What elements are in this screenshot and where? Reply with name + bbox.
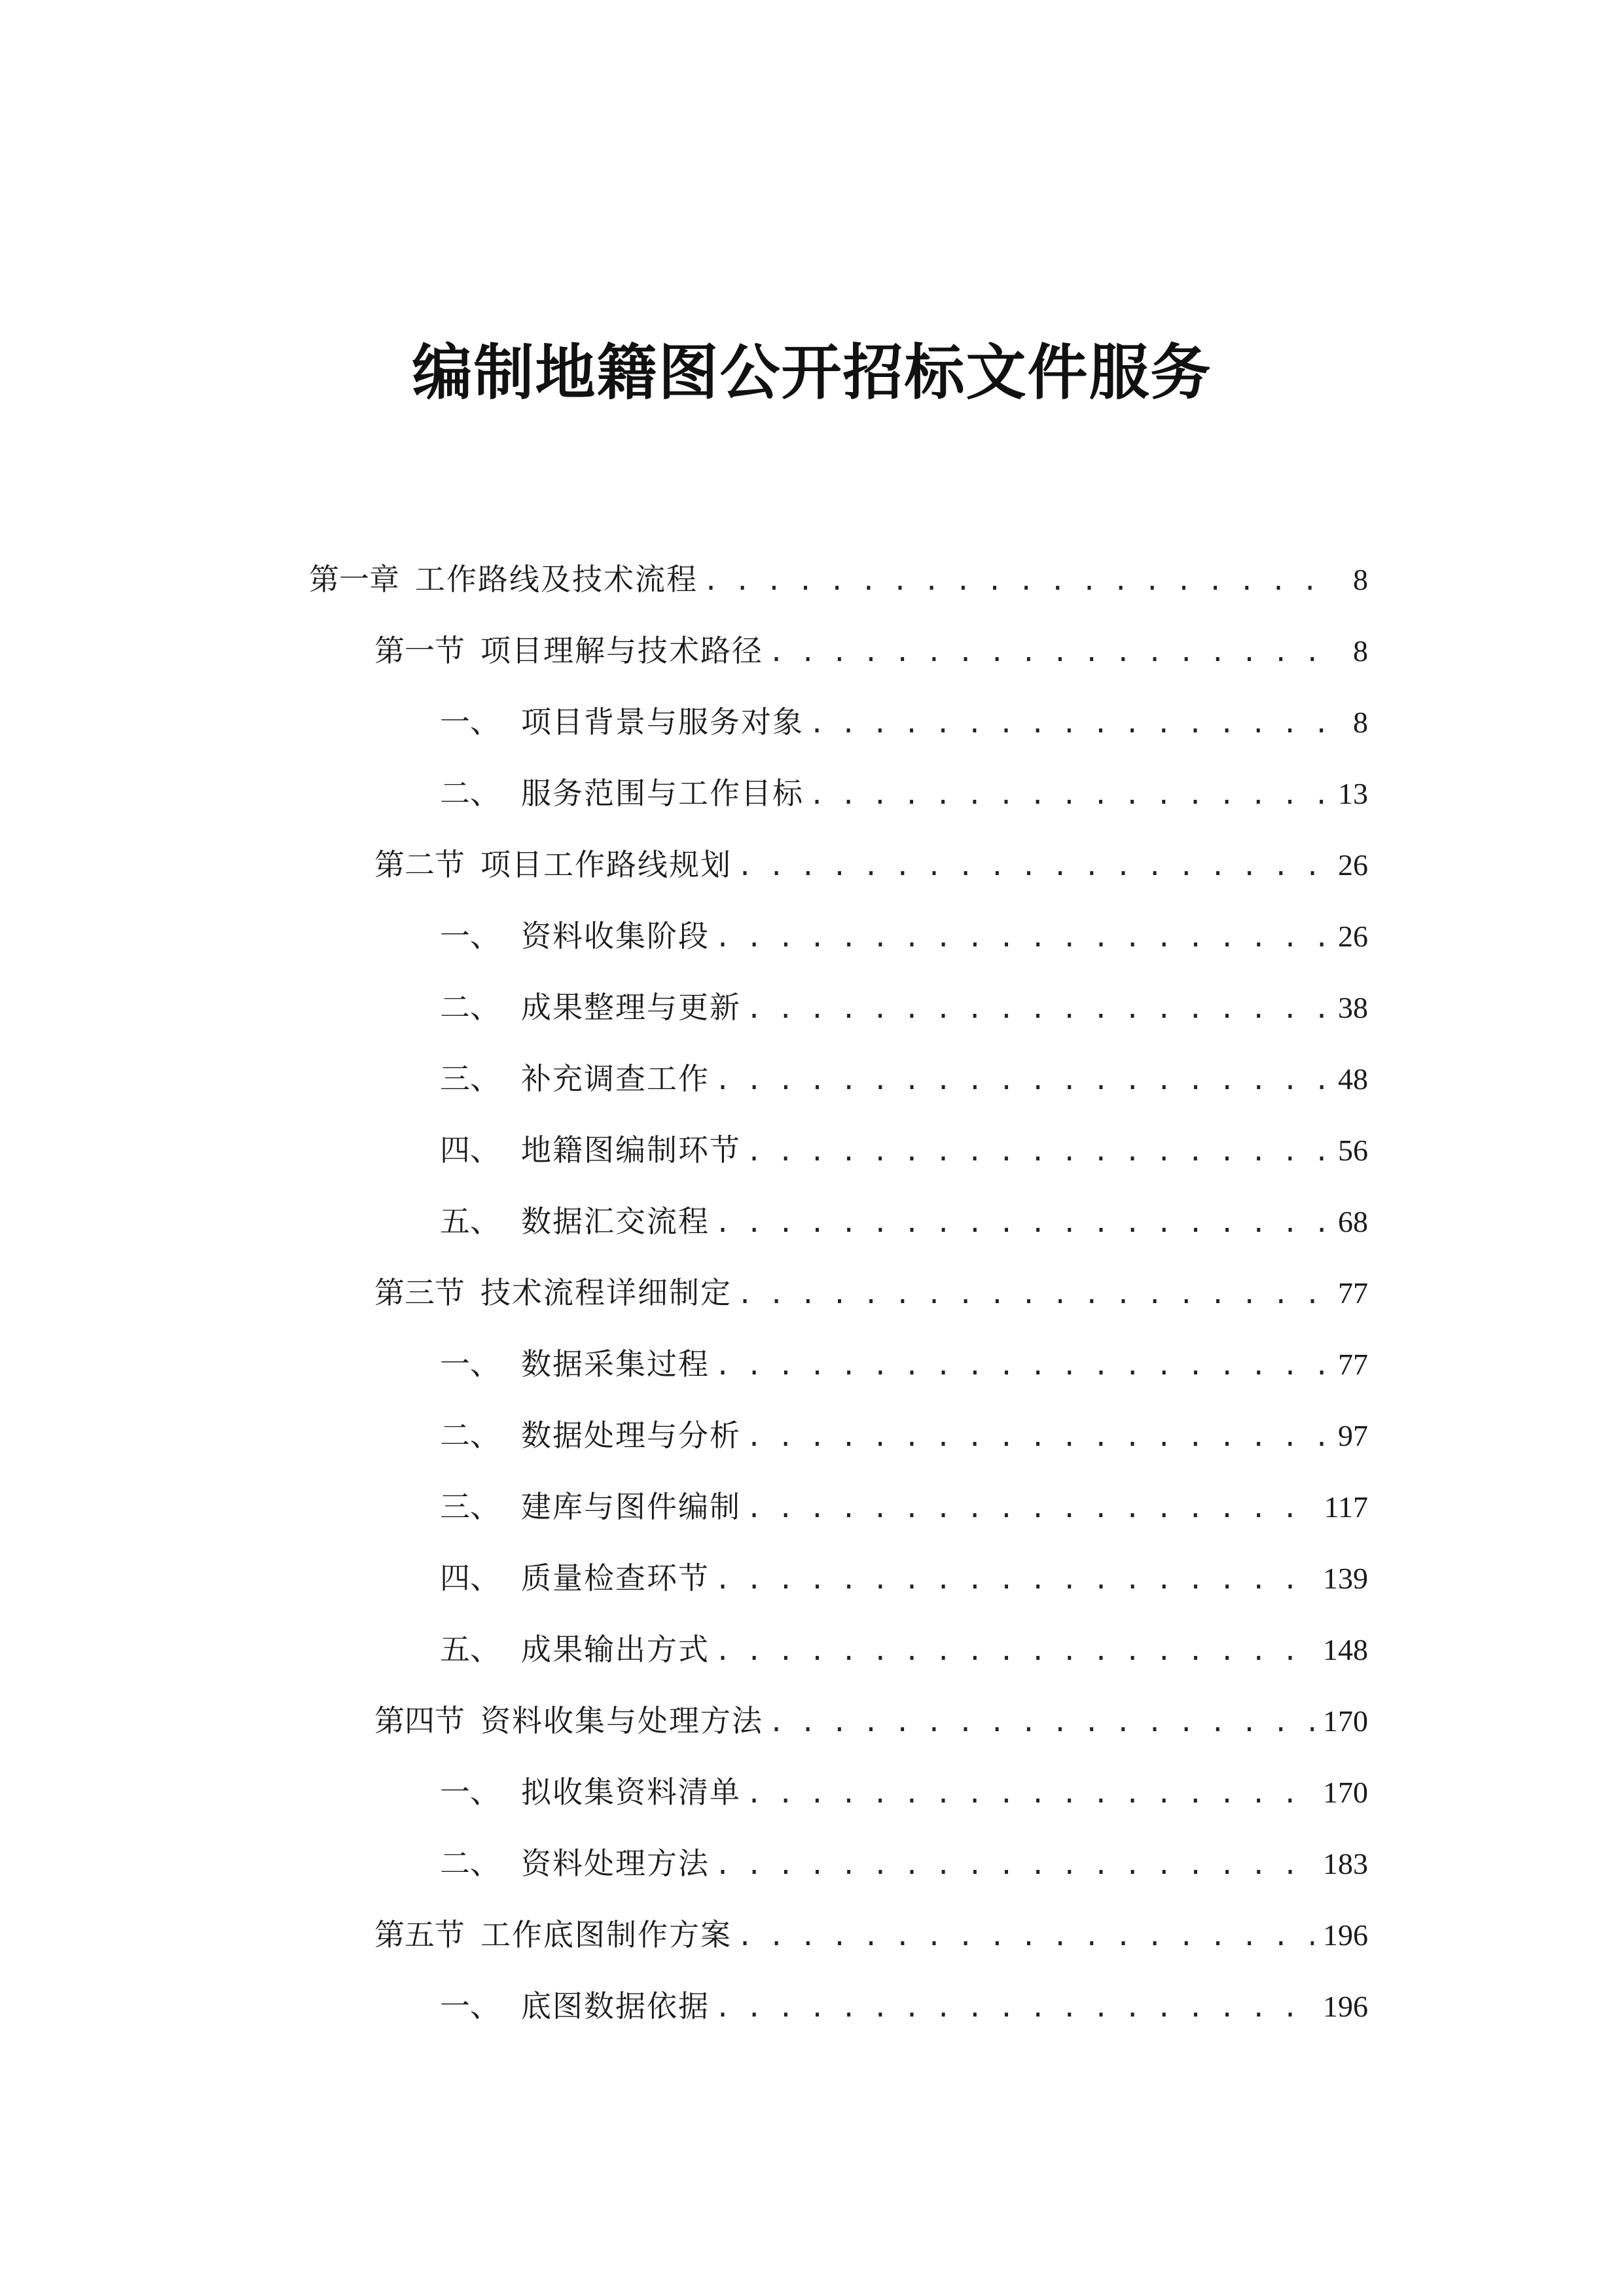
dot-leader [746, 983, 1329, 1035]
toc-entry-subsection[interactable] [440, 1552, 1368, 1604]
dot-leader [715, 912, 1329, 964]
toc-entry-number: 四、 [440, 1560, 500, 1596]
toc-entry-number: 一、 [440, 1346, 500, 1382]
dot-leader [768, 626, 1333, 679]
dot-leader [715, 1197, 1329, 1249]
dot-leader [715, 1839, 1314, 1892]
toc-entry-section[interactable] [374, 1266, 1368, 1319]
toc-entry-title: 资料收集与处理方法 [480, 1703, 763, 1738]
toc-entry-subsection[interactable] [440, 1980, 1368, 2032]
toc-entry-page: 26 [1338, 848, 1368, 882]
toc-entry-title: 数据汇交流程 [521, 1204, 710, 1239]
toc-entry-page: 8 [1353, 634, 1368, 668]
toc-entry-page: 170 [1323, 1776, 1368, 1809]
toc-entry-title: 工作路线及技术流程 [415, 562, 698, 597]
toc-entry-title: 技术流程详细制定 [480, 1275, 732, 1310]
toc-entry-page: 68 [1338, 1205, 1368, 1238]
toc-entry-page: 8 [1353, 706, 1368, 739]
toc-entry-subsection[interactable] [440, 1409, 1368, 1462]
toc-entry-page: 170 [1323, 1704, 1368, 1738]
toc-entry-number: 三、 [440, 1061, 500, 1096]
toc-entry-page: 117 [1324, 1490, 1368, 1524]
toc-entry-number: 五、 [440, 1204, 500, 1239]
toc-entry-subsection[interactable] [440, 1124, 1368, 1176]
toc-entry-title: 地籍图编制环节 [521, 1132, 741, 1168]
dot-leader [737, 1910, 1314, 1963]
toc-entry-chapter[interactable] [309, 553, 1368, 605]
toc-entry-number: 第一章 [309, 562, 399, 597]
toc-entry-subsection[interactable] [440, 1480, 1368, 1533]
toc-entry-subsection[interactable] [440, 1195, 1368, 1247]
toc-entry-number: 第五节 [374, 1917, 465, 1952]
toc-entry-section[interactable] [374, 1909, 1368, 1961]
toc-entry-title: 服务范围与工作目标 [521, 776, 804, 811]
toc-entry-subsection[interactable] [440, 767, 1368, 819]
toc-entry-page: 8 [1353, 563, 1368, 596]
toc-entry-page: 97 [1338, 1419, 1368, 1452]
toc-entry-number: 二、 [440, 1418, 500, 1453]
toc-entry-page: 26 [1338, 920, 1368, 953]
dot-leader [746, 1411, 1329, 1463]
toc-entry-title: 成果输出方式 [521, 1632, 710, 1667]
toc-entry-subsection[interactable] [440, 981, 1368, 1033]
toc-entry-page: 13 [1338, 777, 1368, 810]
dot-leader [737, 840, 1329, 893]
dot-leader [809, 769, 1329, 821]
toc-entry-number: 二、 [440, 1846, 500, 1881]
toc-entry-number: 一、 [440, 1988, 500, 2024]
toc-entry-page: 77 [1338, 1276, 1368, 1310]
toc-entry-page: 183 [1323, 1847, 1368, 1880]
dot-leader [809, 698, 1333, 750]
toc-entry-title: 补充调查工作 [521, 1061, 710, 1096]
toc-entry-page: 196 [1323, 1918, 1368, 1952]
toc-entry-number: 一、 [440, 1774, 500, 1810]
toc-entry-number: 五、 [440, 1632, 500, 1667]
dot-leader [715, 1982, 1314, 2034]
toc-entry-number: 第三节 [374, 1275, 465, 1310]
toc-entry-title: 拟收集资料清单 [521, 1774, 741, 1810]
toc-entry-number: 二、 [440, 990, 500, 1025]
toc-entry-section[interactable] [374, 624, 1368, 677]
toc-entry-title: 工作底图制作方案 [480, 1917, 732, 1952]
toc-entry-page: 77 [1338, 1348, 1368, 1381]
toc-entry-section[interactable] [374, 838, 1368, 891]
toc-entry-subsection[interactable] [440, 1623, 1368, 1676]
toc-entry-page: 148 [1323, 1633, 1368, 1666]
toc-entry-subsection[interactable] [440, 1837, 1368, 1890]
toc-entry-subsection[interactable] [440, 1766, 1368, 1818]
toc-entry-number: 三、 [440, 1489, 500, 1524]
toc-entry-number: 四、 [440, 1132, 500, 1168]
toc-entry-title: 数据处理与分析 [521, 1418, 741, 1453]
toc-entry-page: 139 [1323, 1562, 1368, 1595]
dot-leader [715, 1054, 1329, 1107]
dot-leader [715, 1554, 1314, 1606]
toc-entry-page: 38 [1338, 991, 1368, 1024]
toc-entry-number: 第二节 [374, 847, 465, 882]
toc-entry-page: 196 [1323, 1990, 1368, 2023]
dot-leader [737, 1268, 1329, 1321]
dot-leader [746, 1482, 1315, 1535]
toc-entry-subsection[interactable] [440, 1052, 1368, 1105]
toc-entry-number: 第一节 [374, 633, 465, 668]
toc-entry-number: 一、 [440, 704, 500, 740]
dot-leader [715, 1625, 1314, 1677]
toc-entry-title: 资料处理方法 [521, 1846, 710, 1881]
toc-entry-title: 底图数据依据 [521, 1988, 710, 2024]
document-title: 编制地籍图公开招标文件服务 [412, 338, 1212, 408]
toc-entry-section[interactable] [374, 1695, 1368, 1747]
toc-entry-page: 56 [1338, 1134, 1368, 1167]
dot-leader [703, 555, 1333, 607]
dot-leader [746, 1126, 1329, 1178]
toc-entry-subsection[interactable] [440, 1338, 1368, 1390]
toc-entry-title: 资料收集阶段 [521, 918, 710, 954]
toc-entry-number: 一、 [440, 918, 500, 954]
dot-leader [768, 1696, 1314, 1749]
toc-entry-title: 建库与图件编制 [521, 1489, 741, 1524]
dot-leader [746, 1768, 1314, 1820]
toc-entry-title: 项目工作路线规划 [480, 847, 732, 882]
dot-leader [715, 1340, 1329, 1392]
toc-entry-subsection[interactable] [440, 910, 1368, 962]
toc-entry-number: 二、 [440, 776, 500, 811]
toc-entry-number: 第四节 [374, 1703, 465, 1738]
toc-entry-title: 成果整理与更新 [521, 990, 741, 1025]
toc-entry-subsection[interactable] [440, 696, 1368, 748]
toc-entry-title: 项目理解与技术路径 [480, 633, 763, 668]
toc-entry-page: 48 [1338, 1062, 1368, 1096]
toc-entry-title: 数据采集过程 [521, 1346, 710, 1382]
toc-entry-title: 项目背景与服务对象 [521, 704, 804, 740]
toc-entry-title: 质量检查环节 [521, 1560, 710, 1596]
